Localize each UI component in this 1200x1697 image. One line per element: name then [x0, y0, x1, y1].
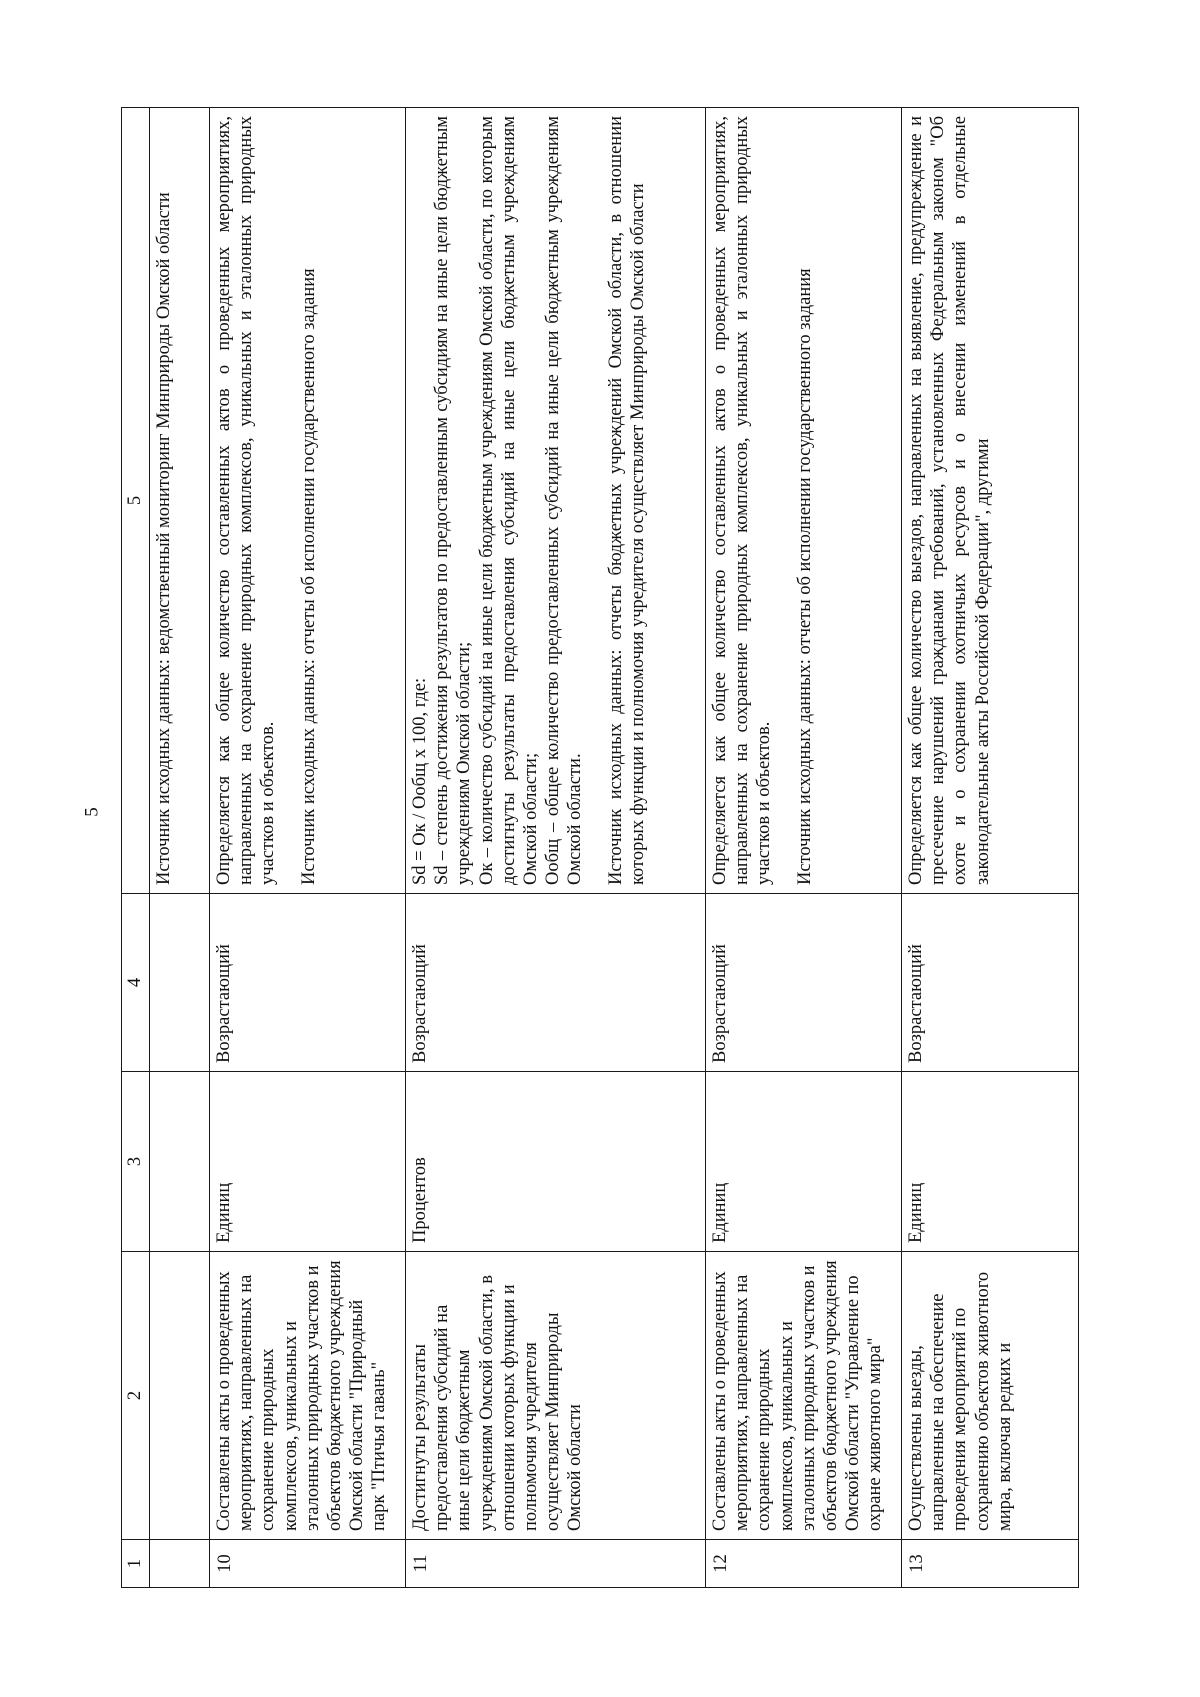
unit-of-measure: Процентов — [406, 1072, 706, 1252]
calculation-method-cell — [210, 108, 406, 894]
continuation-source-text: Источник исходных данных: ведомственный мониторинг Минприроды Омской области — [154, 192, 174, 885]
trend-type: Возрастающий — [210, 894, 406, 1072]
row-number: 13 — [902, 1540, 1079, 1588]
cell-empty — [150, 1540, 210, 1588]
indicator-name: Осуществлены выезды, направленные на обеспечение проведения мероприятий по сохранению объектов животного мира, включая редких и — [902, 1252, 1079, 1540]
table-row — [406, 108, 706, 1588]
table-row-continuation — [150, 108, 210, 1588]
row-number: 11 — [406, 1540, 706, 1588]
source-text: Источник исходных данных: отчеты об исполнении государственного задания — [794, 268, 815, 885]
table-row — [210, 108, 406, 1588]
calculation-method-cell — [902, 108, 1079, 894]
column-header-2: 2 — [122, 1252, 150, 1540]
cell-empty — [150, 894, 210, 1072]
indicator-name: Составлены акты о проведенных мероприятиях, направленных на сохранение природных комплексов, уникальных и эталонных природных участков и объектов бюджетного учреждения Омской области "Управление по охране животного мира" — [706, 1252, 902, 1540]
continuation-source-cell — [150, 108, 210, 894]
unit-of-measure: Единиц — [902, 1072, 1079, 1252]
column-header-5: 5 — [122, 108, 150, 894]
row-number: 10 — [210, 1540, 406, 1588]
formula-definition-oobsch: Ообщ – общее количество предоставленных субсидий на иные цели бюджетным учреждениям Омской области. — [543, 116, 586, 885]
formula-definition-sd: Sd – степень достижения результатов по предоставленным субсидиям на иные цели бюджетным учреждениям Омской области; — [432, 116, 475, 885]
calculation-method-cell — [406, 108, 706, 894]
formula-text: Sd = Ок / Ообщ х 100, где: — [410, 677, 430, 885]
header-row — [122, 108, 150, 1588]
page-number: 5 — [81, 807, 103, 817]
source-text: Источник исходных данных: отчеты об исполнении государственного задания — [298, 268, 319, 885]
rotated-table-container — [121, 108, 1079, 1588]
source-text: Источник исходных данных: отчеты бюджетных учреждений Омской области, в отношении которых функции и полномочия учредителя осуществляет Минприроды Омской области — [605, 116, 648, 885]
row-number: 12 — [706, 1540, 902, 1588]
formula-definition-ok: Ок – количество субсидий на иные цели бюджетным учреждениям Омской области, по которым достигнуты результаты предоставления субсидий на иные цели бюджетным учреждениям Омской области; — [476, 116, 541, 885]
indicators-table — [121, 107, 1079, 1588]
method-text: Определяется как общее количество составленных актов о проведенных мероприятиях, направленных на сохранение природных комплексов, уникальных и эталонных природных участков и объектов. — [214, 116, 279, 885]
table-row — [902, 108, 1079, 1588]
trend-type: Возрастающий — [706, 894, 902, 1072]
table-row — [706, 108, 902, 1588]
method-text: Определяется как общее количество составленных актов о проведенных мероприятиях, направленных на сохранение природных комплексов, уникальных и эталонных природных участков и объектов. — [710, 116, 775, 885]
method-text: Определяется как общее количество выездов, направленных на выявление, предупреждение и пресечение нарушений гражданами требований, установленных Федеральным законом "Об охоте и о сохранении охотничьих ресурсов и о внесении изменений в отдельные законодательные акты Российской Федерации", другими — [906, 116, 993, 885]
unit-of-measure: Единиц — [210, 1072, 406, 1252]
trend-type: Возрастающий — [406, 894, 706, 1072]
column-header-4: 4 — [122, 894, 150, 1072]
unit-of-measure: Единиц — [706, 1072, 902, 1252]
cell-empty — [150, 1252, 210, 1540]
trend-type: Возрастающий — [902, 894, 1079, 1072]
column-header-3: 3 — [122, 1072, 150, 1252]
indicator-name: Достигнуты результаты предоставления субсидий на иные цели бюджетным учреждениям Омской области, в отношении которых функции и полномочия учредителя осуществляет Минприроды Омской области — [406, 1252, 706, 1540]
cell-empty — [150, 1072, 210, 1252]
column-header-1: 1 — [122, 1540, 150, 1588]
indicator-name: Составлены акты о проведенных мероприятиях, направленных на сохранение природных комплексов, уникальных и эталонных природных участков и объектов бюджетного учреждения Омской области "Природный парк "Птичья гавань" — [210, 1252, 406, 1540]
calculation-method-cell — [706, 108, 902, 894]
